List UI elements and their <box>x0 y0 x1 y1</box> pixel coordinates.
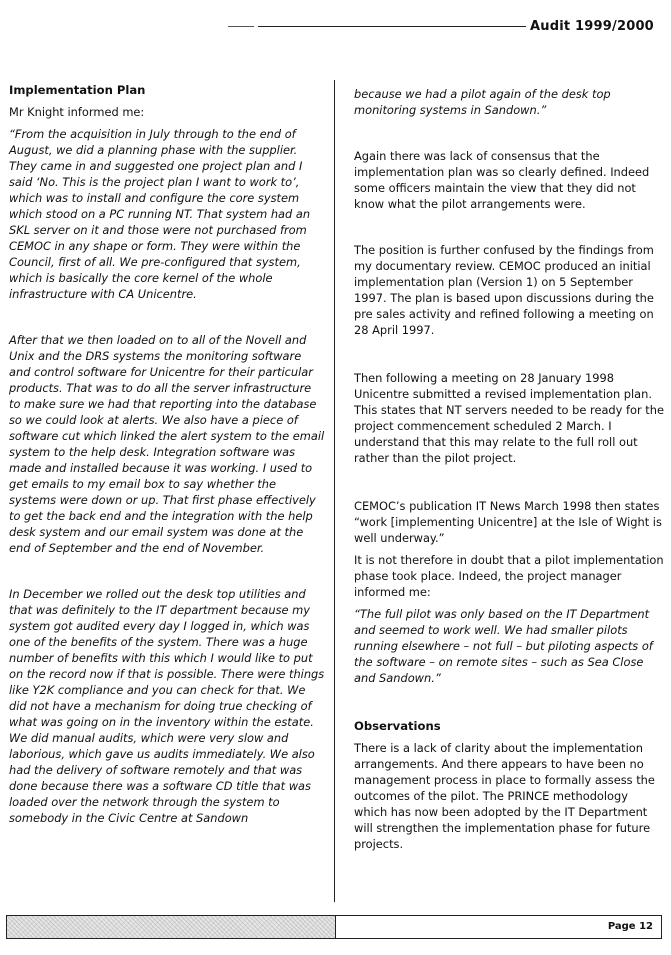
footer-divider <box>335 916 336 938</box>
quote-paragraph-2: After that we then loaded on to all of the Novell and Unix and the DRS systems the monitoring software and control software for Unicentre for their particular products. That was to do all the server infrastructure to make sure we had that reporting into the database so we could look at alerts. We also have a piece of software cut which linked the alert system to the email system to the help desk. Integration software was made and installed because it was working. I used to get emails to my email box to say whether the systems were down or up. That first phase effectively to get the back end and the integration with the help desk system and our email system was done at the end of September and the end of November. <box>9 333 325 555</box>
page-number: Page 12 <box>607 921 653 932</box>
left-column <box>9 82 325 826</box>
intro-text: Mr Knight informed me: <box>9 105 145 119</box>
observations-heading: Observations <box>354 719 441 733</box>
footer-texture <box>7 916 335 938</box>
paragraph-revised-plan: Then following a meeting on 28 January 1998 Unicentre submitted a revised implementation plan. This states that NT servers needed to be ready for the project commencement scheduled 2 March. I understand that this may relate to the full roll out rather than the pilot project. <box>354 371 664 465</box>
quote-paragraph-3: In December we rolled out the desk top utilities and that was definitely to the IT department because my system got audited every day I logged in, which was one of the benefits of the system. There was a huge number of benefits with this which I would like to put on the record now if that is possible. There were things like Y2K compliance and you can check for that. We did not have a mechanism for doing true checking of what was going on in the inventory within the estate. We did manual audits, which were very slow and laborious, which gave us audits immediately. We also had the delivery of software remotely and that was done because there was a software CD title that was loaded over the network through the system to somebody in the Civic Centre at Sandown <box>9 587 325 825</box>
document-title: Audit 1999/2000 <box>530 19 654 34</box>
project-manager-quote: “The full pilot was only based on the IT Department and seemed to work well. We had smaller pilots running elsewhere – not full – but piloting aspects of the software – on remote sites – such as Sea Close and Sandown.” <box>354 607 653 685</box>
column-divider <box>334 80 335 902</box>
page-footer <box>6 915 662 939</box>
header-rule <box>258 26 526 27</box>
paragraph-pilot-phase: It is not therefore in doubt that a pilot implementation phase took place. Indeed, the project manager informed me: <box>354 553 664 599</box>
header-rule-left <box>228 26 254 27</box>
paragraph-documentary-review: The position is further confused by the findings from my documentary review. CEMOC produced an initial implementation plan (Version 1) on 5 September 1997. The plan is based upon discussions during the pre sales activity and refined following a meeting on 28 April 1997. <box>354 243 654 337</box>
paragraph-it-news: CEMOC’s publication IT News March 1998 then states “work [implementing Unicentre] at the Isle of Wight is well underway.” <box>354 499 662 545</box>
quote-paragraph-1: “From the acquisition in July through to the end of August, we did a planning phase with the supplier. They came in and suggested one project plan and I said ‘No. This is the project plan I want to work to’, which was to install and configure the core system which stood on a PC running NT. That system had an SKL server on it and those were not purchased from CEMOC in any shape or form. They were within the Council, first of all. We pre-configured that system, which is basically the core kernel of the whole infrastructure with CA Unicentre. <box>9 127 311 301</box>
observations-text: There is a lack of clarity about the implementation arrangements. And there appears to have been no management process in place to formally assess the outcomes of the pilot. The PRINCE methodology which has now been adopted by the IT Department will strengthen the implementation phase for future projects. <box>354 741 655 851</box>
right-column <box>354 86 664 852</box>
implementation-plan-heading: Implementation Plan <box>9 83 146 97</box>
quote-continuation: because we had a pilot again of the desk top monitoring systems in Sandown.” <box>354 87 611 117</box>
paragraph-consensus: Again there was lack of consensus that the implementation plan was so clearly defined. Indeed some officers maintain the view that they did not know what the pilot arrangements were. <box>354 149 650 211</box>
